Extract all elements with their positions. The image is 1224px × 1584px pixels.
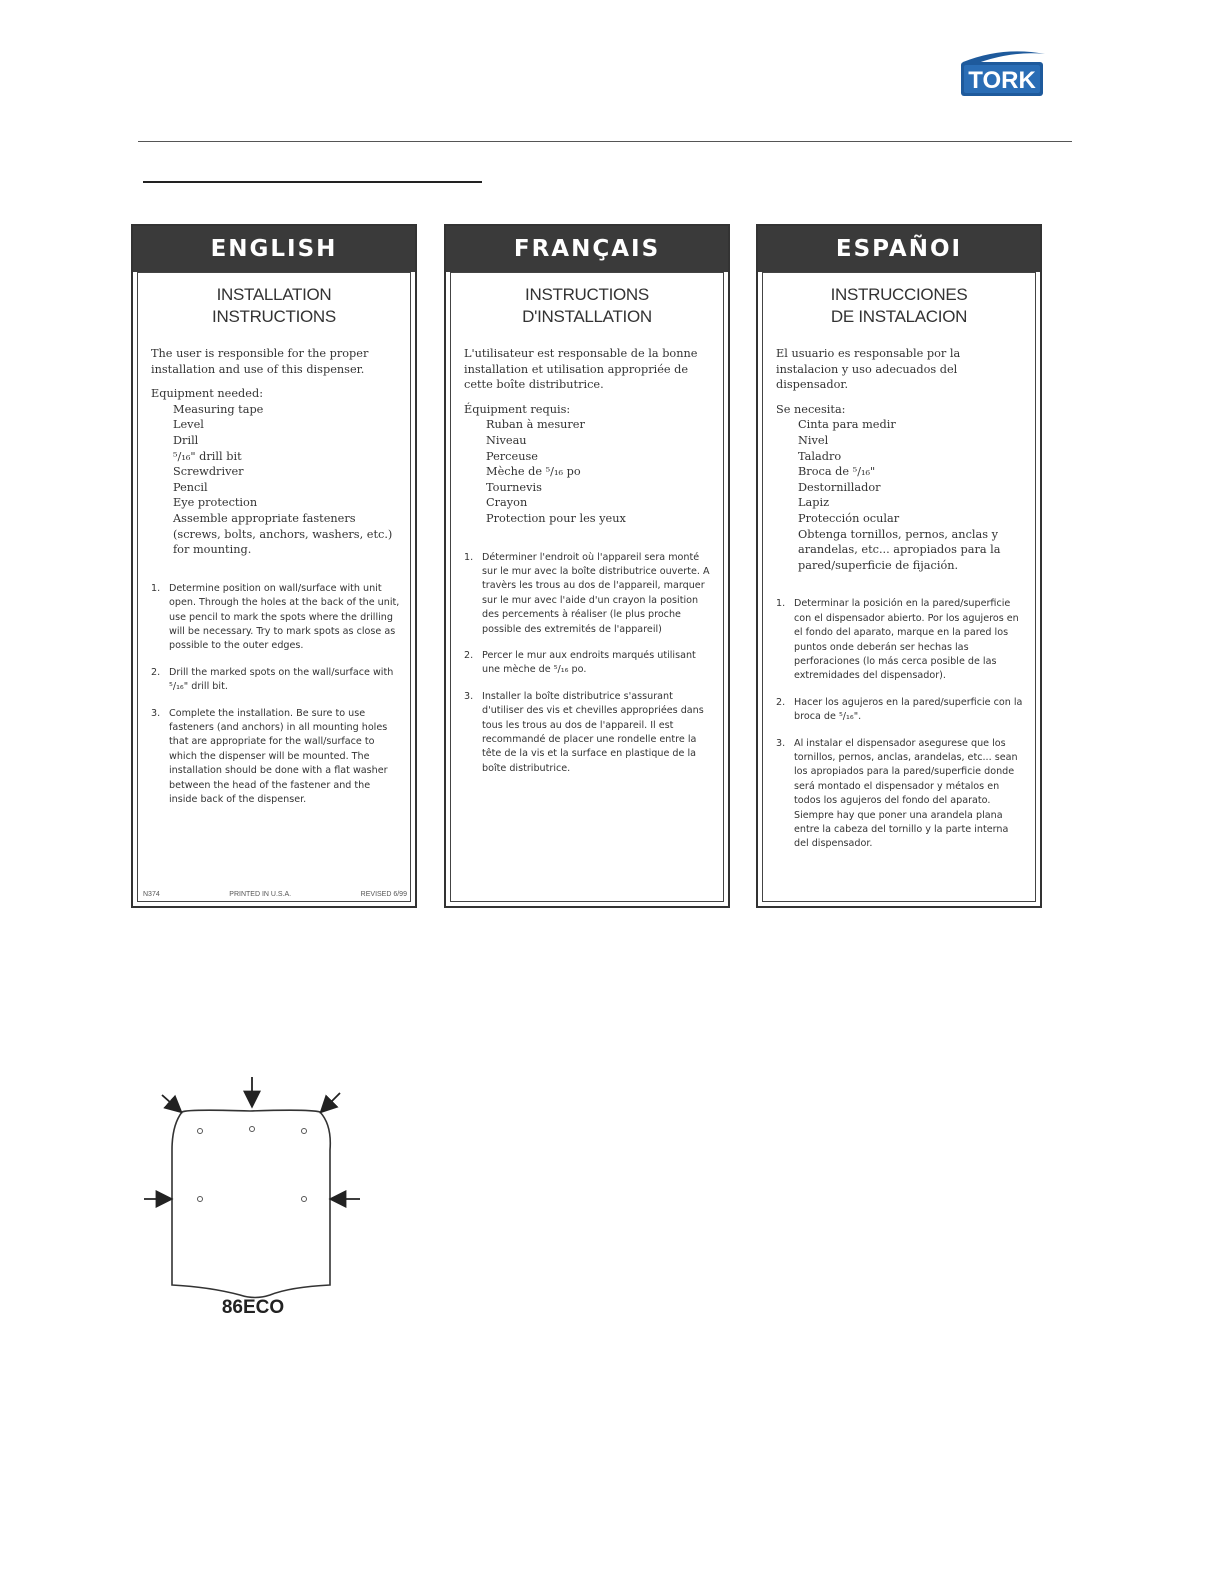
equipment-heading: Se necesita: [776, 402, 846, 416]
list-item: Destornillador [798, 480, 881, 494]
list-item: Niveau [486, 433, 527, 447]
panel-title: INSTRUCCIONES DE INSTALACION [830, 285, 968, 326]
intro-text: The user is responsible for the proper installation and use of this dispenser. [151, 347, 369, 376]
list-item: ⁵/₁₆" drill bit [173, 449, 242, 463]
model-label: 86ECO [221, 1297, 285, 1318]
list-item: Crayon [486, 496, 528, 510]
step-item: 1. Déterminer l'endroit où l'appareil sera monté sur le mur avec la boîte distributrice ouverte. A travèrs les trous au dos de l'appareil, marquer sur le mur avec l'aide d'un crayon la position des percements à réaliser (le plus proche possible des extremités de l'appareil) [464, 551, 710, 635]
list-item: Mèche de ⁵/₁₆ po [486, 465, 581, 479]
list-item: Drill [173, 433, 199, 447]
list-item: Protection pour les yeux [486, 511, 626, 525]
list-item: Taladro [798, 449, 842, 463]
list-item: Lapiz [798, 496, 830, 510]
section-underline [143, 181, 482, 183]
step-item: 3. Complete the installation. Be sure to use fasteners (and anchors) in all mounting holes that are appropriate for the wall/surface to which the dispenser will be mounted. The installation should be done with a flat washer between the head of the fastener and the inside back of the dispenser. [151, 707, 388, 805]
list-item: Eye protection [173, 496, 258, 510]
panel-title: INSTRUCTIONS D'INSTALLATION [522, 285, 652, 326]
step-item: 2. Percer le mur aux endroits marqués utilisant une mèche de ⁵/₁₆ po. [464, 649, 696, 676]
panel-footer: N374 PRINTED IN U.S.A. REVISED 6/99 [143, 891, 407, 898]
list-item: Nivel [798, 433, 829, 447]
equipment-heading: Équipment requis: [464, 402, 571, 416]
list-item: Pencil [173, 480, 208, 494]
panel-header: ENGLISH [133, 226, 415, 272]
step-item: 2. Drill the marked spots on the wall/surface with ⁵/₁₆" drill bit. [151, 666, 394, 693]
step-item: 3. Al instalar el dispensador asegurese que los tornillos, pernos, anclas, arandelas, etc... sean los apropiados para la pared/superficie donde será montado el dispensador y métalos en todos los agujeros del fondo del aparato. Siempre hay que poner una arandela plana entre la cabeza del tornillo y la parte interna del dispensador. [776, 737, 1018, 850]
panel-body [151, 346, 401, 819]
panel-english [131, 224, 417, 908]
panel-body [464, 346, 714, 788]
list-item: Cinta para medir [798, 418, 896, 432]
list-item: Broca de ⁵/₁₆" [798, 465, 876, 479]
dispenser-back-diagram [140, 1075, 370, 1335]
equipment-list [151, 402, 401, 558]
panel-title: INSTALLATION INSTRUCTIONS [212, 285, 336, 326]
tork-logo [957, 48, 1049, 100]
list-item: Ruban à mesurer [486, 418, 585, 432]
equipment-heading: Equipment needed: [151, 387, 264, 401]
steps-list [464, 551, 714, 777]
step-item: 2. Hacer los agujeros en la pared/superficie con la broca de ⁵/₁₆". [776, 696, 1023, 723]
header-rule [138, 141, 1072, 142]
list-item: Assemble appropriate fasteners (screws, bolts, anchors, washers, etc.) for mounting. [173, 511, 393, 557]
list-item: Screwdriver [173, 465, 244, 479]
list-item: Obtenga tornillos, pernos, anclas y arandelas, etc... apropiados para la pared/superficie de fijación. [798, 527, 1001, 572]
intro-text: L'utilisateur est responsable de la bonne installation et utilisation appropriée de cette boîte distributrice. [464, 347, 698, 392]
panel-espanol [756, 224, 1042, 908]
equipment-list [776, 417, 1026, 573]
panel-body [776, 346, 1026, 864]
list-item: Tournevis [486, 480, 542, 494]
equipment-list [464, 417, 714, 526]
panel-header: ESPAÑOI [758, 226, 1040, 272]
step-item: 1. Determine position on wall/surface with unit open. Through the holes at the back of the unit, use pencil to mark the spots where the drilling will be necessary. Try to mark spots as close as possible to the outer edges. [151, 582, 400, 652]
list-item: Protección ocular [798, 511, 900, 525]
list-item: Perceuse [486, 449, 538, 463]
step-item: 3. Installer la boîte distributrice s'assurant d'utiliser des vis et chevilles appropriées dans tous les trous au dos de l'appareil. Il est recommandé de placer une rondelle entre la tête de la vis et la surface en plastique de la boîte distributrice. [464, 690, 704, 774]
step-item: 1. Determinar la posición en la pared/superficie con el dispensador abierto. Por los agujeros en el fondo del aparato, marque en la pared los puntos onde deberán ser hechas las perforaciones (lo más cerca posible de las extremidades del dispensador). [776, 598, 1019, 682]
logo-text: TORK [968, 67, 1036, 94]
panel-header: FRANÇAIS [446, 226, 728, 272]
steps-list [151, 582, 401, 808]
list-item: Measuring tape [173, 402, 264, 416]
list-item: Level [173, 418, 204, 432]
steps-list [776, 597, 1026, 852]
intro-text: El usuario es responsable por la instalacion y uso adecuados del dispensador. [776, 347, 961, 392]
panel-francais [444, 224, 730, 908]
